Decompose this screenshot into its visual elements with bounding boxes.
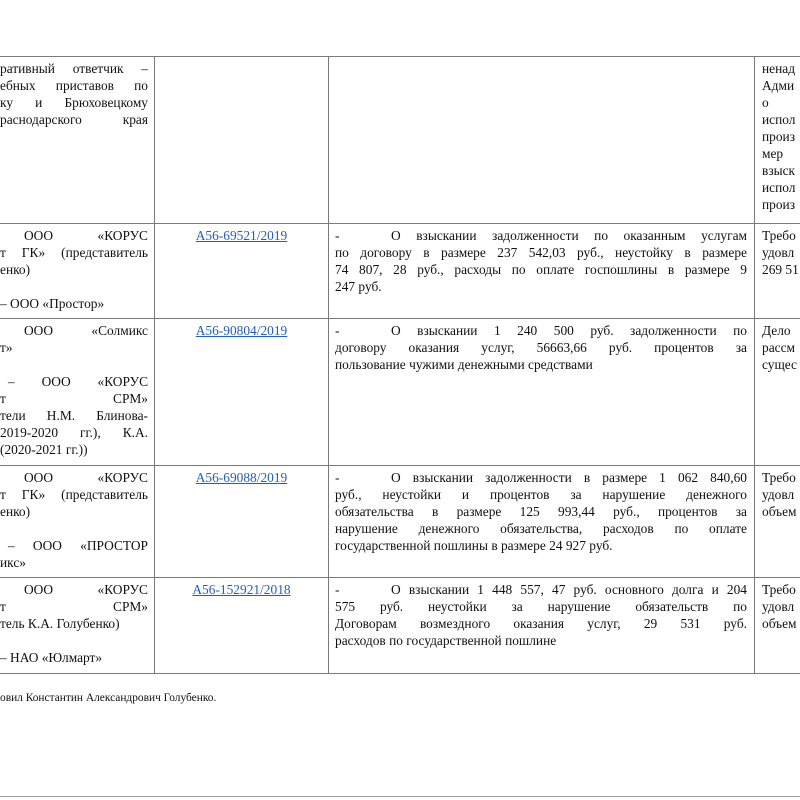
case-number-cell [155,322,328,339]
table-row [0,581,148,666]
case-number-cell [155,581,328,598]
result-line: ненад [762,61,796,76]
result-line: о [762,95,769,110]
row-border [0,577,800,578]
party-line: енко) [0,504,31,519]
result-line: удовл [762,487,795,502]
table-row [0,469,148,571]
claim-line: обязательства в размере 125 993,44 руб., процентов за [335,504,747,519]
result-line: испол [762,112,796,127]
claim-cell [335,227,747,295]
party-line: – ООО «ПРОСТОР [8,538,148,553]
claim-line: руб., неустойки и процентов за нарушение денежного [335,487,747,502]
result-cell [762,469,800,520]
claim-line: договору оказания услуг, 56663,66 руб. процентов за [335,340,747,355]
party-line: ООО «КОРУС [24,470,148,485]
table-row [0,227,148,312]
claim-line: по договору в размере 237 542,03 руб., неустойку в размере [335,245,747,260]
row-border [0,318,800,319]
party-line: ебных приставов по [0,78,148,93]
result-line: объем [762,616,797,631]
result-line: произ [762,197,796,212]
case-number-link[interactable]: А56-69088/2019 [195,470,288,485]
party-line: 2019-2020 гг.), К.А. [0,425,148,440]
party-line: – ООО «Простор» [0,296,105,311]
result-line: Адми [762,78,795,93]
claim-line: - О взыскании 1 240 500 руб. задолженности по [335,323,747,338]
case-number-cell [155,227,328,244]
party-line: т» [0,340,13,355]
party-line: ООО «КОРУС [24,582,148,597]
result-line: Дело [762,323,791,338]
result-cell [762,60,800,213]
table-row [0,60,148,128]
case-number-cell [155,469,328,486]
claim-line: пользование чужими денежными средствами [335,357,593,372]
claim-line: - О взыскании задолженности в размере 1 062 840,60 [335,470,747,485]
page-bottom-border [0,796,800,797]
claim-cell [335,581,747,649]
result-line: сущес [762,357,797,372]
party-line: – ООО «КОРУС [8,374,148,389]
result-line: удовл [762,245,795,260]
party-line: – НАО «Юлмарт» [0,650,103,665]
claim-line: - О взыскании задолженности по оказанным услугам [335,228,747,243]
case-number-link[interactable]: А56-152921/2018 [192,582,291,597]
party-line [0,278,148,295]
result-line: удовл [762,599,795,614]
result-line: 269 51 [762,262,799,277]
claim-cell [335,322,747,373]
column-border [754,56,755,673]
footnote: овил Константин Александрович Голубенко. [0,692,217,704]
claim-line: государственной пошлины в размере 24 927 руб. [335,538,613,553]
result-line: испол [762,180,796,195]
claim-line: 247 руб. [335,279,382,294]
party-line [0,356,148,373]
party-line: ООО «Солмикс [24,323,148,338]
claim-dash: - [335,470,340,485]
table-top-border [0,56,800,57]
party-line: ративный ответчик – [0,61,148,76]
case-number-link[interactable]: А56-69521/2019 [195,228,288,243]
claim-dash: - [335,582,340,597]
claim-line: нарушение денежного обязательства, расходов по оплате [335,521,747,536]
table-row [0,322,148,458]
party-line: т ГК» (представитель [0,245,148,260]
claim-cell [335,469,747,554]
claim-line: расходов по государственной пошлине [335,633,557,648]
party-line: т СРМ» [0,599,148,614]
row-border [0,465,800,466]
result-cell [762,581,800,632]
result-line: взыск [762,163,796,178]
column-border [328,56,329,673]
result-line: Требо [762,582,796,597]
result-line: Требо [762,228,796,243]
party-line: ООО «КОРУС [24,228,148,243]
party-line: тель К.А. Голубенко) [0,616,120,631]
result-line: произ [762,129,796,144]
claim-dash: - [335,323,340,338]
result-line: мер [762,146,784,161]
row-border [0,673,800,674]
result-line: рассм [762,340,795,355]
party-line [0,632,148,649]
party-line: ку и Брюховецкому [0,95,148,110]
result-line: Требо [762,470,796,485]
case-number-link[interactable]: А56-90804/2019 [195,323,288,338]
claim-line: - О взыскании 1 448 557, 47 руб. основного долга и 204 [335,582,747,597]
party-line: т ГК» (представитель [0,487,148,502]
result-line: объем [762,504,797,519]
claim-line: 575 руб. неустойки за нарушение обязательств по [335,599,747,614]
claim-line: Договорам возмездного оказания услуг, 29 531 руб. [335,616,747,631]
result-cell [762,322,800,373]
party-line [0,520,148,537]
party-line: енко) [0,262,31,277]
party-line: раснодарского края [0,112,148,127]
claim-line: 74 807, 28 руб., расходы по оплате госпошлины в размере 9 [335,262,747,277]
claim-dash: - [335,228,340,243]
party-line: икс» [0,555,26,570]
row-border [0,223,800,224]
party-line: (2020-2021 гг.)) [0,442,88,457]
party-line: тели Н.М. Блинова- [0,408,148,423]
result-cell [762,227,800,278]
party-line: т СРМ» [0,391,148,406]
